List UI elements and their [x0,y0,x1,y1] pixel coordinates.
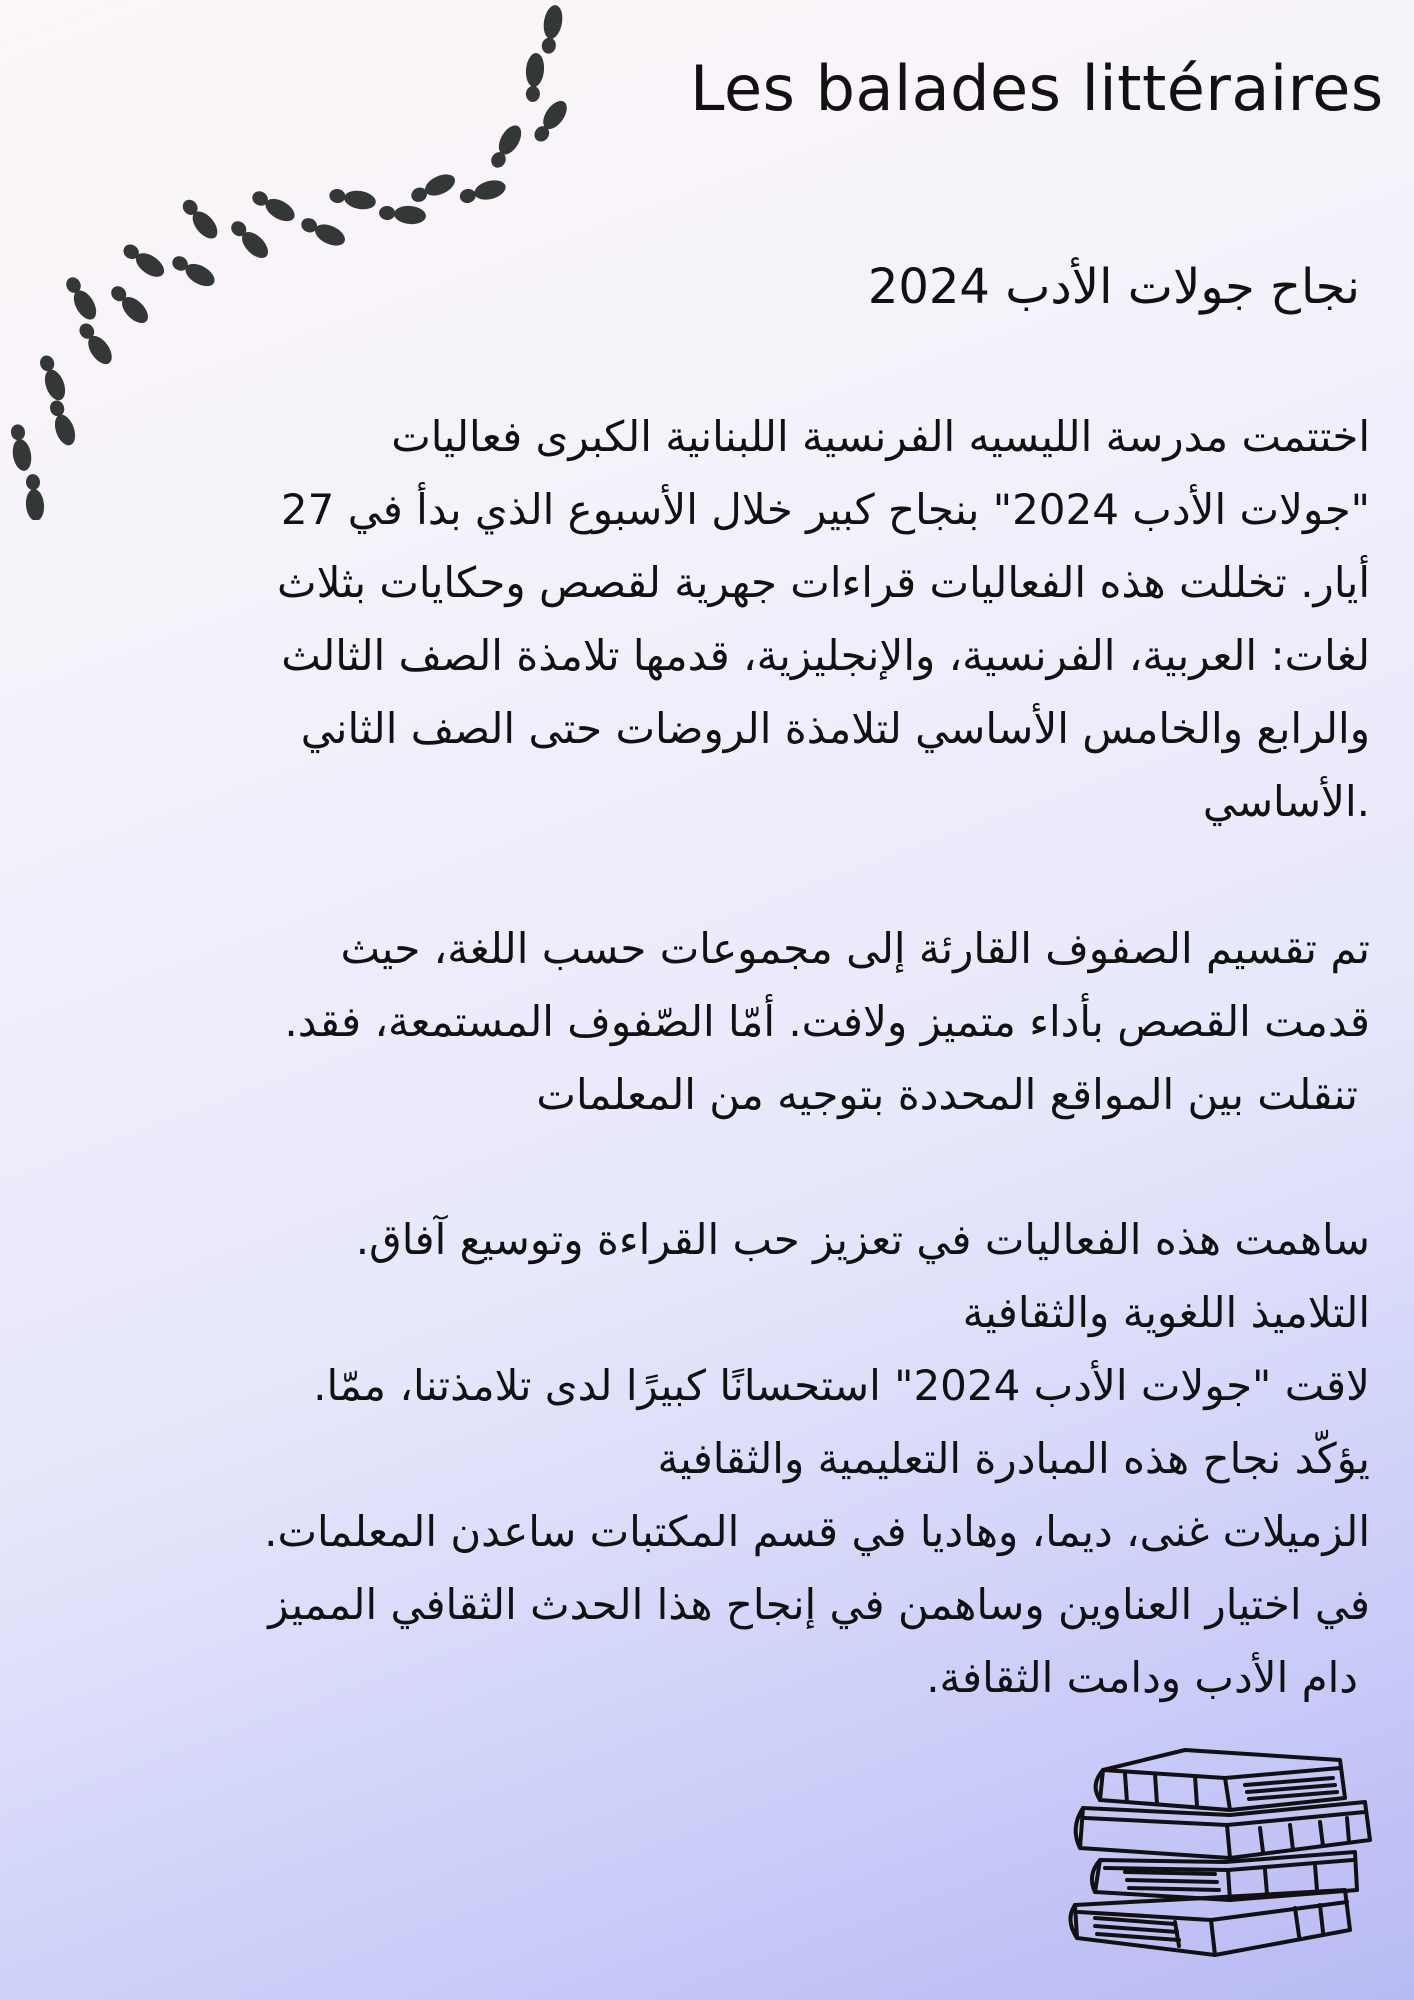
paragraph-line: "جولات الأدب 2024" بنجاح كبير خلال الأسبوع الذي بدأ في 27 [280,485,1370,534]
article-heading: نجاح جولات الأدب 2024 [867,259,1360,315]
paragraph-line: يؤكّد نجاح هذه المبادرة التعليمية والثقافية [657,1434,1370,1483]
paragraph-2 [55,912,1370,1131]
page-title: Les balades littéraires [690,52,1384,125]
paragraph-line: .الأساسي [1202,777,1370,826]
paragraph-line: والرابع والخامس الأساسي لتلامذة الروضات حتى الصف الثاني [300,704,1370,753]
paragraph-line: تنقلت بين المواقع المحددة بتوجيه من المعلمات [536,1070,1358,1119]
paragraph-line: اختتمت مدرسة الليسيه الفرنسية اللبنانية الكبرى فعاليات [391,412,1370,461]
paragraph-line: قدمت القصص بأداء متميز ولافت. أمّا الصّفوف المستمعة، فقد. [284,997,1370,1046]
paragraph-line: تم تقسيم الصفوف القارئة إلى مجموعات حسب اللغة، حيث [340,924,1370,973]
paragraph-1 [55,400,1370,838]
paragraph-line: لغات: العربية، الفرنسية، والإنجليزية، قدمها تلامذة الصف الثالث [281,631,1370,680]
paragraph-line: ساهمت هذه الفعاليات في تعزيز حب القراءة وتوسيع آفاق. [355,1215,1370,1264]
paragraph-line: في اختيار العناوين وساهمن في إنجاح هذا الحدث الثقافي المميز [268,1580,1370,1629]
book-stack-icon [1065,1740,1375,1980]
paragraph-line: أيار. تخللت هذه الفعاليات قراءات جهرية لقصص وحكايات بثلاث [277,558,1370,607]
paragraph-line: دام الأدب ودامت الثقافة. [926,1653,1358,1702]
paragraph-line: التلاميذ اللغوية والثقافية [962,1288,1370,1337]
paragraph-line: الزميلات غنى، ديما، وهاديا في قسم المكتبات ساعدن المعلمات. [264,1507,1370,1556]
paragraph-line: لاقت "جولات الأدب 2024" استحسانًا كبيرًا لدى تلامذتنا، ممّا. [313,1361,1370,1410]
paragraph-3 [55,1203,1370,1714]
